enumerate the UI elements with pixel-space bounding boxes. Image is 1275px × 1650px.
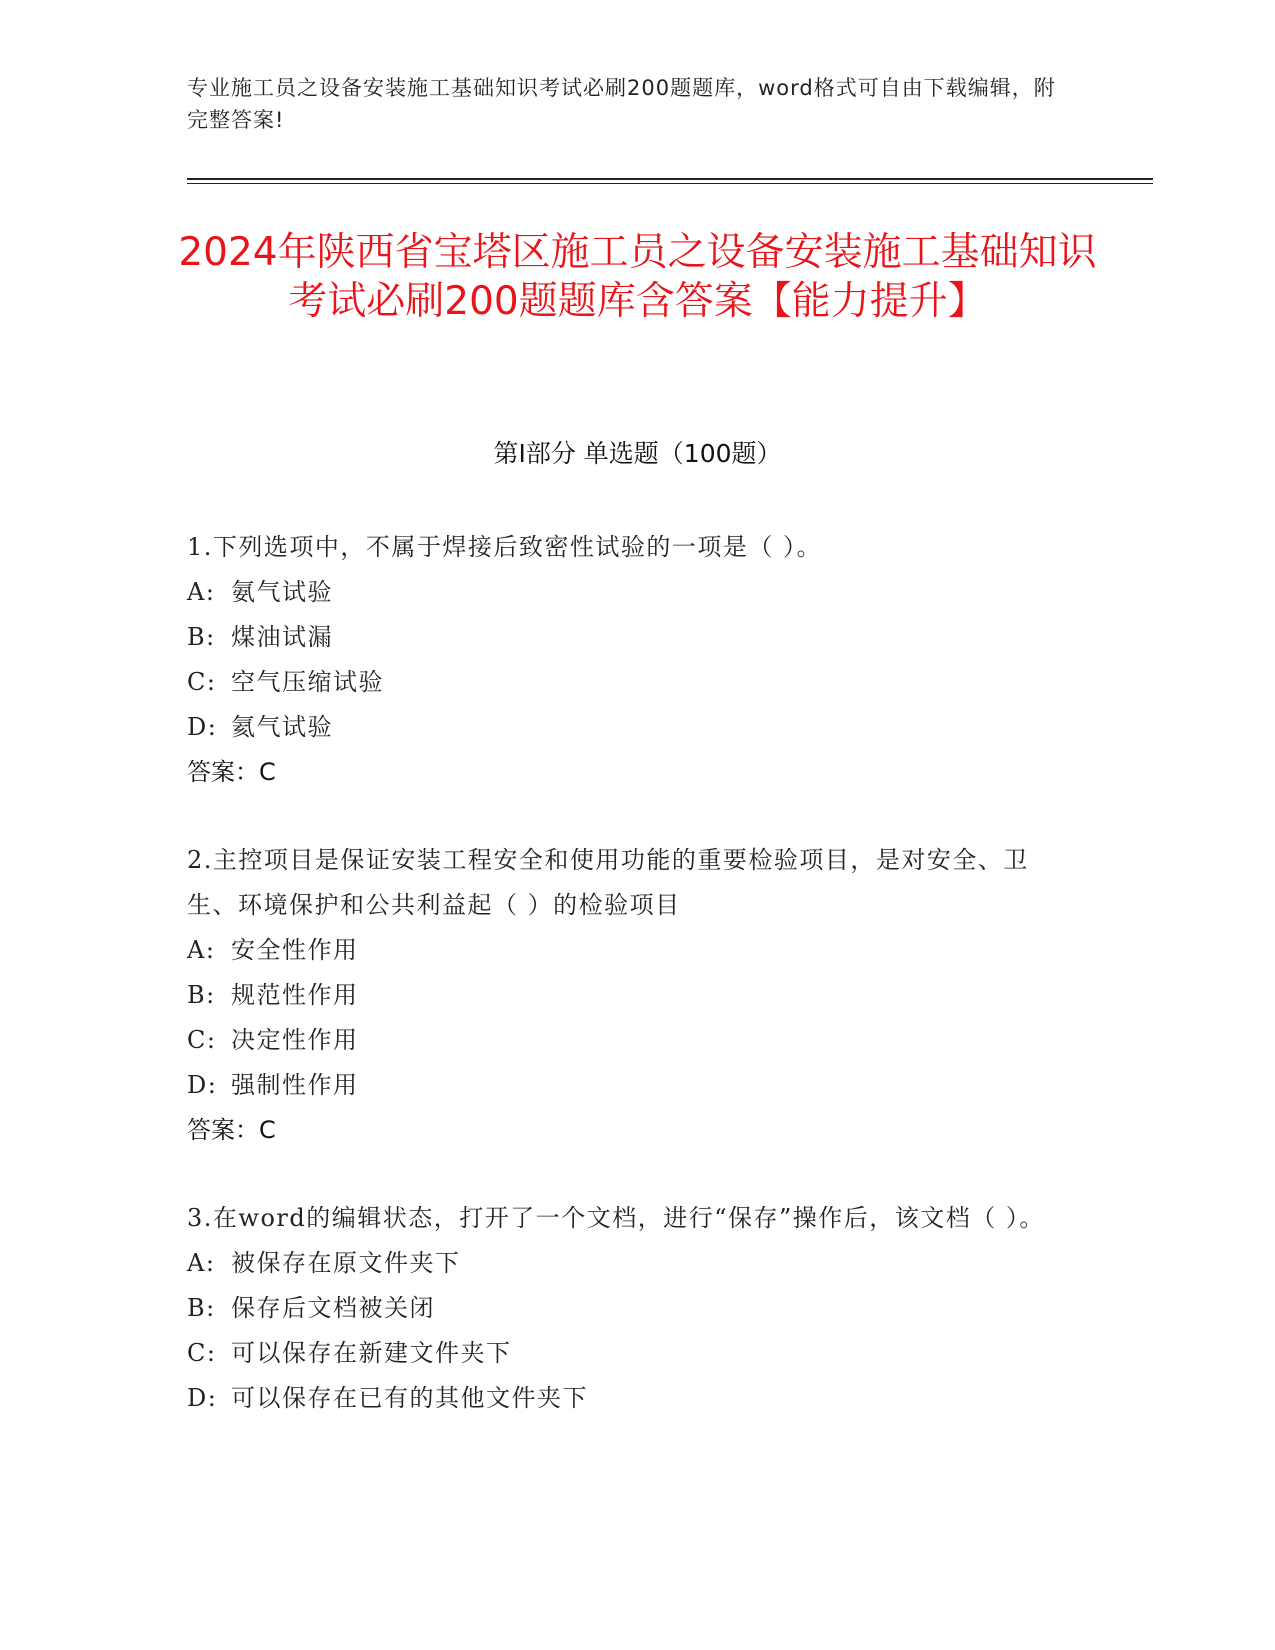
section-title: 第I部分 单选题（100题） [493, 439, 782, 468]
option-text: 可以保存在已有的其他文件夹下 [231, 1384, 588, 1412]
question-1 [187, 525, 1067, 795]
option-a [187, 570, 1067, 615]
option-text: 保存后文档被关闭 [231, 1294, 435, 1322]
option-text: 空气压缩试验 [231, 668, 384, 696]
document-title: 2024年陕西省宝塔区施工员之设备安装施工基础知识考试必刷200题题库含答案【能力提升】 [178, 230, 1097, 324]
option-key: B: [187, 623, 216, 651]
option-text: 氨气试验 [231, 578, 333, 606]
option-key: C: [187, 1026, 217, 1054]
option-key: A: [187, 1249, 216, 1277]
option-key: A: [187, 578, 216, 606]
option-b [187, 1286, 1067, 1331]
option-d [187, 705, 1067, 750]
header-divider-thin [187, 183, 1153, 184]
option-key: D: [187, 713, 218, 741]
option-text: 煤油试漏 [231, 623, 333, 651]
option-d [187, 1376, 1067, 1421]
option-key: D: [187, 1071, 218, 1099]
option-key: C: [187, 1339, 217, 1367]
question-stem: 2.主控项目是保证安装工程安全和使用功能的重要检验项目，是对安全、卫生、环境保护和公共利益起（ ）的检验项目 [187, 846, 1029, 919]
header-note: 专业施工员之设备安装施工基础知识考试必刷200题题库，word格式可自由下载编辑，附完整答案! [187, 76, 1056, 132]
option-b [187, 973, 1067, 1018]
option-key: D: [187, 1384, 218, 1412]
option-key: B: [187, 981, 216, 1009]
option-text: 被保存在原文件夹下 [231, 1249, 461, 1277]
question-list [187, 525, 1067, 1464]
option-key: A: [187, 936, 216, 964]
option-c [187, 1331, 1067, 1376]
option-text: 氦气试验 [231, 713, 333, 741]
option-text: 决定性作用 [231, 1026, 359, 1054]
answer: 答案：C [187, 1116, 276, 1144]
option-text: 可以保存在新建文件夹下 [231, 1339, 512, 1367]
question-2 [187, 838, 1067, 1153]
option-d [187, 1063, 1067, 1108]
question-stem: 3.在word的编辑状态，打开了一个文档，进行“保存”操作后，该文档（ ）。 [187, 1204, 1045, 1232]
option-a [187, 1241, 1067, 1286]
header-divider-thick [187, 178, 1153, 180]
answer: 答案：C [187, 758, 276, 786]
option-key: C: [187, 668, 217, 696]
option-text: 安全性作用 [231, 936, 359, 964]
option-a [187, 928, 1067, 973]
option-text: 规范性作用 [231, 981, 359, 1009]
option-key: B: [187, 1294, 216, 1322]
option-b [187, 615, 1067, 660]
option-text: 强制性作用 [231, 1071, 359, 1099]
option-c [187, 1018, 1067, 1063]
question-stem: 1.下列选项中，不属于焊接后致密性试验的一项是（ ）。 [187, 533, 823, 561]
option-c [187, 660, 1067, 705]
question-3 [187, 1196, 1067, 1421]
